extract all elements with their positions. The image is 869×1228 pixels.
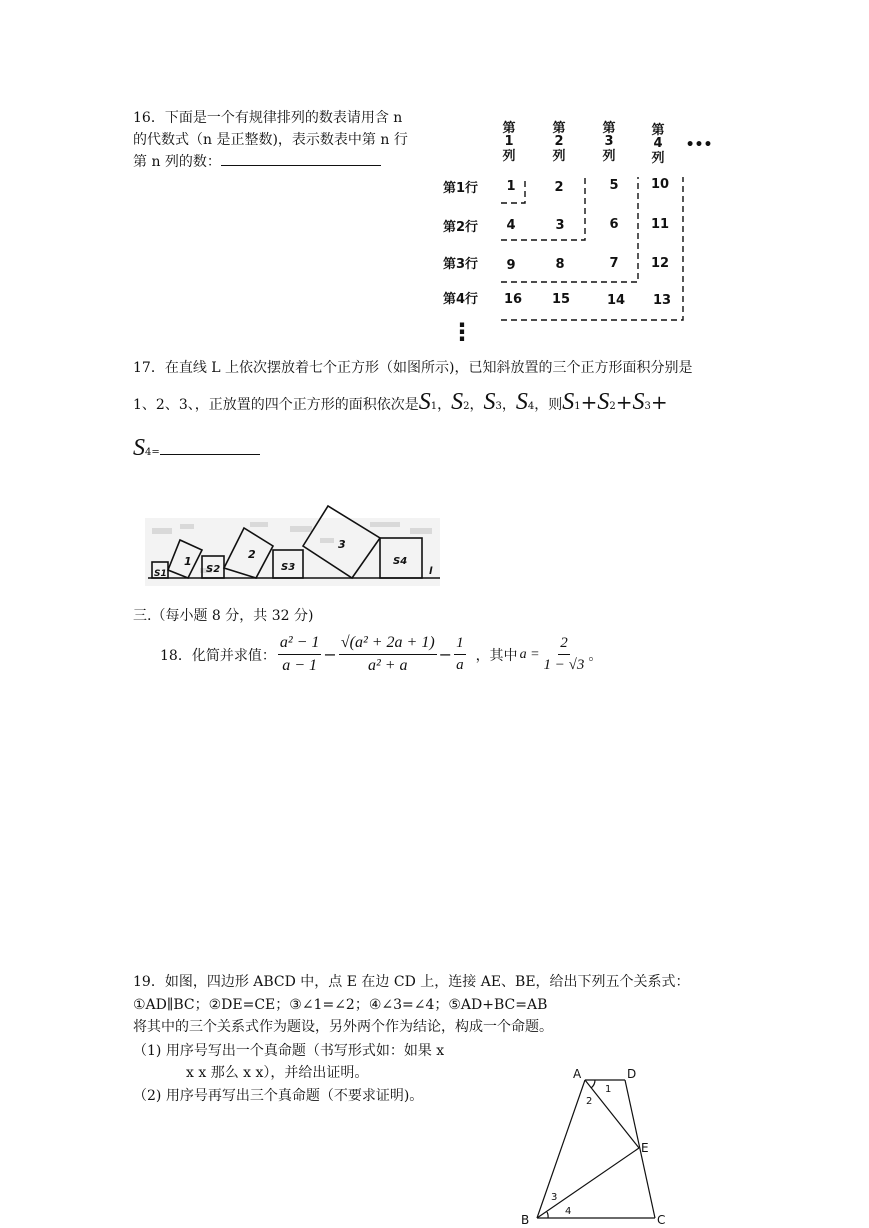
cell-1-2: 2 xyxy=(554,180,564,195)
col-header-2-b: 2 xyxy=(554,134,564,149)
q19-line-3: 将其中的三个关系式作为题设，另外两个作为结论，构成一个命题。 xyxy=(133,1019,553,1035)
vertex-c: C xyxy=(657,1213,666,1226)
cell-1-3: 5 xyxy=(609,178,619,193)
vertex-a: A xyxy=(573,1067,582,1081)
minus-1: − xyxy=(323,645,337,664)
sum-s4-sub: 4 xyxy=(145,447,152,458)
plus-1: + xyxy=(580,390,598,414)
cell-3-4: 12 xyxy=(650,256,670,271)
equals-sign: = xyxy=(151,447,160,458)
segment-be xyxy=(537,1148,639,1218)
angle-arc-3 xyxy=(547,1212,548,1218)
fraction-1-numerator: a² − 1 xyxy=(278,634,322,655)
fraction-3 xyxy=(454,635,466,674)
segment-ae xyxy=(585,1080,639,1148)
sum-s2-sub: 2 xyxy=(609,401,616,412)
col-header-1-c: 列 xyxy=(502,149,516,164)
a-equals: a = xyxy=(519,646,540,662)
q16-line-1: 16．下面是一个有规律排列的数表请用含 n xyxy=(133,110,403,126)
q18-prefix: 18．化简并求值： xyxy=(160,647,276,664)
fraction-4-denominator: 1 − √3 xyxy=(543,657,585,673)
sum-s2: S xyxy=(597,389,610,415)
cell-2-2: 3 xyxy=(555,218,565,233)
squares-figure xyxy=(140,498,445,590)
fraction-3-denominator: a xyxy=(456,657,464,673)
s3-sub: 3 xyxy=(495,401,502,412)
comma-2: ， xyxy=(469,397,484,413)
segment-ab xyxy=(537,1080,585,1218)
q16-line-3-text: 第 n 列的数： xyxy=(133,154,221,170)
fraction-2-numerator: √(a² + 2a + 1) xyxy=(339,634,437,655)
angle-label-2: 2 xyxy=(586,1096,593,1107)
q16-line-2: 的代数式（n 是正整数)，表示数表中第 n 行 xyxy=(133,132,408,148)
minus-2: − xyxy=(438,645,453,664)
plus-2: + xyxy=(615,390,633,414)
s4-sub: 4 xyxy=(527,401,535,412)
label-tilted-1: 1 xyxy=(184,555,192,568)
angle-label-1: 1 xyxy=(605,1084,612,1095)
section-3-title: 三.（每小题 8 分，共 32 分) xyxy=(133,608,314,624)
cell-4-4: 13 xyxy=(652,293,672,308)
label-s4: S4 xyxy=(393,556,408,567)
q16-line-3 xyxy=(133,152,381,172)
row-label-2: 第2行 xyxy=(443,220,479,235)
cell-4-1: 16 xyxy=(503,292,523,307)
col-header-3-c: 列 xyxy=(602,149,616,164)
cell-3-2: 8 xyxy=(555,257,565,272)
label-s2: S2 xyxy=(206,564,221,575)
col-header-1-a: 第 xyxy=(502,121,516,136)
cell-2-1: 4 xyxy=(506,218,516,233)
sum-s1: S xyxy=(562,389,575,415)
s1-sub: 1 xyxy=(430,401,438,412)
label-line-l: l xyxy=(429,566,433,577)
row-label-4: 第4行 xyxy=(443,292,479,307)
cell-3-1: 9 xyxy=(506,258,516,273)
col-header-2-c: 列 xyxy=(552,149,566,164)
s3-symbol: S xyxy=(483,389,496,415)
plus-3: + xyxy=(650,390,668,414)
q19-line-2: ①AD∥BC；②DE=CE；③∠1=∠2；④∠3=∠4；⑤AD+BC=AB xyxy=(133,997,548,1013)
angle-arc-1 xyxy=(591,1080,595,1088)
number-table-figure xyxy=(435,115,725,350)
angle-label-3: 3 xyxy=(551,1192,558,1203)
col-header-4-b: 4 xyxy=(653,136,663,151)
col-header-2-a: 第 xyxy=(552,121,566,136)
vertex-e: E xyxy=(641,1141,649,1155)
cell-1-4: 10 xyxy=(650,177,670,192)
fraction-2-denominator: a² + a xyxy=(367,657,408,674)
col-header-4-a: 第 xyxy=(651,123,665,138)
q19-line-1: 19．如图，四边形 ABCD 中，点 E 在边 CD 上，连接 AE、BE，给出下列五个关系式： xyxy=(133,974,690,990)
cell-4-3: 14 xyxy=(606,293,626,308)
q19-item-2: （2) 用序号再写出三个真命题（不要求证明)。 xyxy=(133,1088,424,1104)
q16-answer-blank xyxy=(221,165,381,166)
angle-label-4: 4 xyxy=(565,1206,572,1217)
q17-answer-blank xyxy=(160,454,260,455)
label-tilted-2: 2 xyxy=(248,548,256,561)
cell-4-2: 15 xyxy=(551,292,571,307)
fraction-2 xyxy=(339,634,437,675)
s1-symbol: S xyxy=(418,389,431,415)
comma-1: ， xyxy=(437,397,452,413)
h-ellipsis: ••• xyxy=(685,137,713,153)
ze-text: ，则 xyxy=(534,397,563,413)
fraction-1-denominator: a − 1 xyxy=(282,657,318,674)
comma-3: ， xyxy=(501,397,516,413)
col-header-1-b: 1 xyxy=(504,134,514,149)
col-header-3-a: 第 xyxy=(602,121,616,136)
q19-item-1a: （1) 用序号写出一个真命题（书写形式如：如果 x xyxy=(133,1043,445,1059)
col-header-3-b: 3 xyxy=(604,134,614,149)
cell-2-4: 11 xyxy=(650,217,670,232)
q18-expression xyxy=(160,634,602,675)
cell-2-3: 6 xyxy=(609,217,619,232)
s2-sub: 2 xyxy=(463,401,470,412)
sum-s3: S xyxy=(632,389,645,415)
q18-end: 。 xyxy=(588,647,603,664)
label-s1: S1 xyxy=(154,569,167,579)
col-header-4-c: 列 xyxy=(651,151,665,166)
q17-line-2 xyxy=(133,386,668,423)
q17-line-2-text: 1、2、3、，正放置的四个正方形的面积依次是 xyxy=(133,397,419,413)
fraction-4-numerator: 2 xyxy=(558,635,570,655)
vertex-b: B xyxy=(521,1213,530,1226)
sum-s4: S xyxy=(133,435,145,461)
row-label-1: 第1行 xyxy=(443,181,479,196)
cell-3-3: 7 xyxy=(609,256,619,271)
vertex-d: D xyxy=(627,1067,637,1081)
sum-s3-sub: 3 xyxy=(644,401,651,412)
quadrilateral-figure xyxy=(515,1062,675,1226)
s4-symbol: S xyxy=(515,389,528,415)
q19-item-1b: x x 那么 x x），并给出证明。 xyxy=(186,1065,369,1081)
segment-dc xyxy=(625,1080,655,1218)
q17-line-3 xyxy=(133,432,260,469)
sum-s1-sub: 1 xyxy=(574,401,581,412)
q17-line-1: 17．在直线 L 上依次摆放着七个正方形（如图所示)，已知斜放置的三个正方形面积分别是 xyxy=(133,360,693,376)
label-s3: S3 xyxy=(281,562,296,573)
cell-1-1: 1 xyxy=(506,179,516,194)
fraction-3-numerator: 1 xyxy=(454,635,466,655)
q18-where: ，其中 xyxy=(475,647,518,664)
label-tilted-3: 3 xyxy=(338,538,346,551)
s2-symbol: S xyxy=(451,389,464,415)
fraction-4 xyxy=(542,635,587,674)
row-label-3: 第3行 xyxy=(443,257,479,272)
v-ellipsis: ⋮ xyxy=(450,318,474,346)
fraction-1 xyxy=(278,634,322,675)
